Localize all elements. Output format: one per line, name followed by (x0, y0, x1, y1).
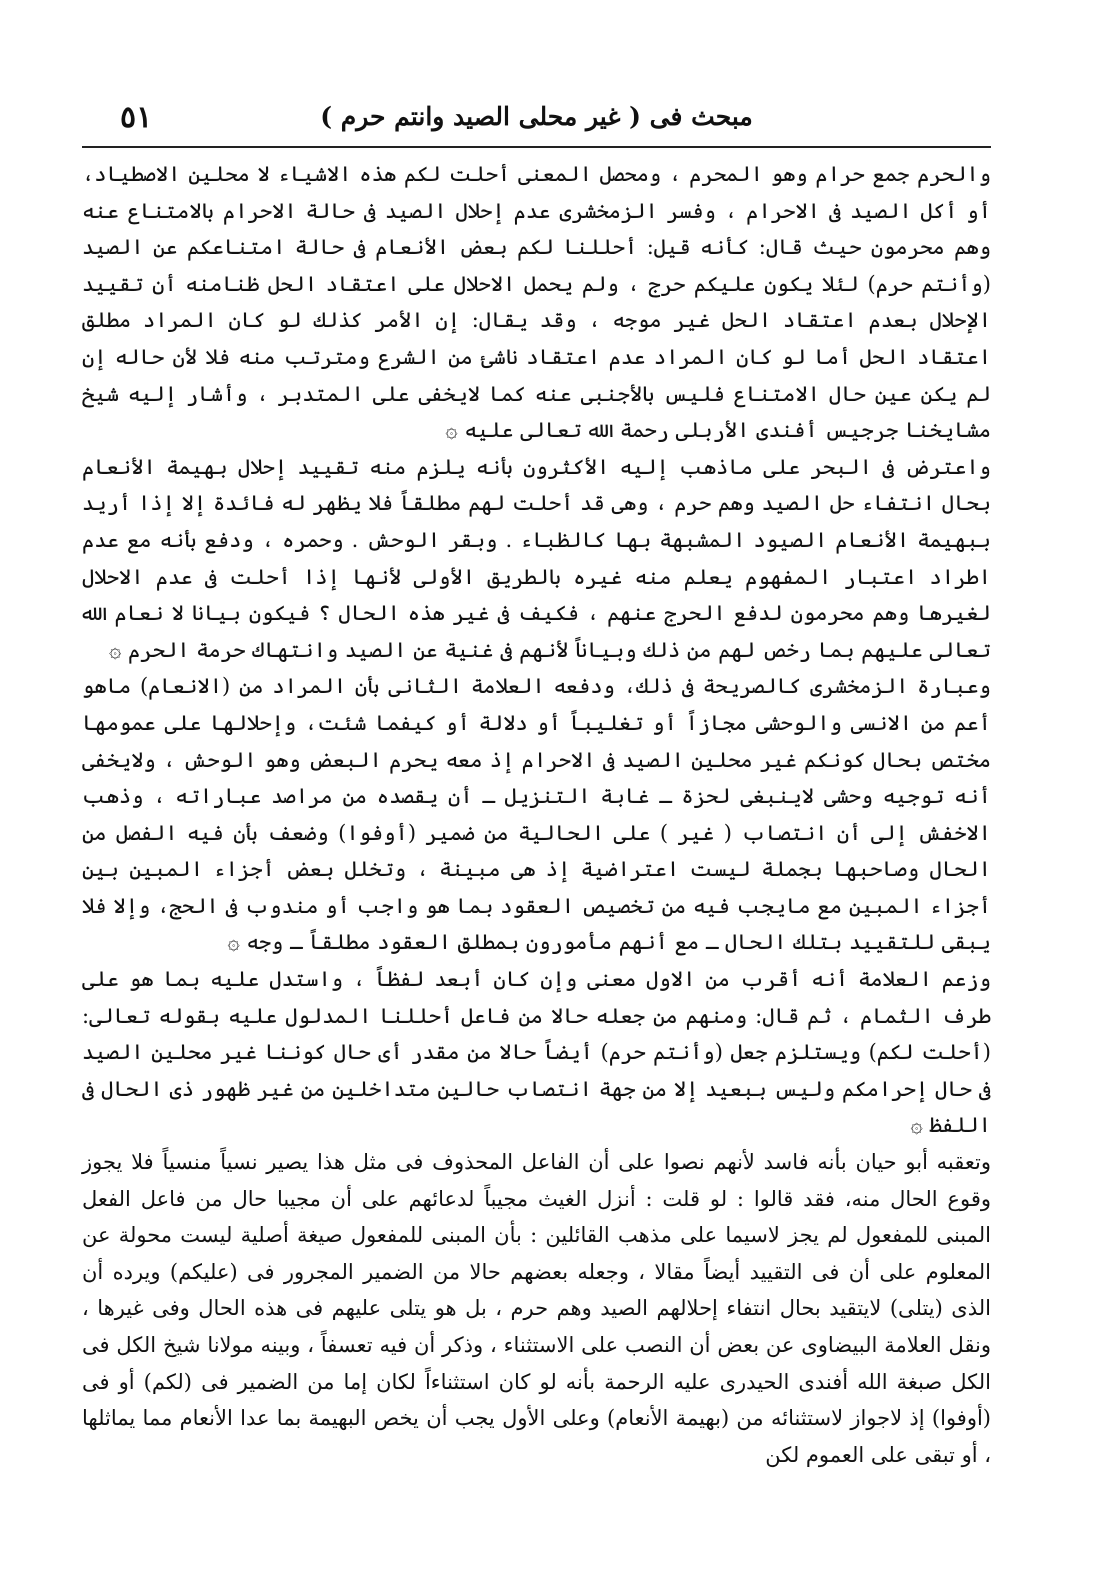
body-text (82, 156, 991, 1473)
paragraph-3: وعبارة الزمخشرى كالصريحة فى ذلك، ودفعه العلامة الثانى بأن المراد من (الانعام) ماهو أعم من الانسى والوحشى مجازاً أو تغليباً أو دلالة أو كيفما شئت، وإحلالها على عمومها مختص بحال كونكم غير محلين الصيد فى الاحرام إذ معه يحرم البعض وهو الوحش ، ولايخفى أنه توجيه وحشى لاينبغى لحزة ـ غابة التنزيل ـ أن يقصده من مراصد عباراته ، وذهب الاخفش إلى أن انتصاب ( غير ) على الحالية من ضمير (أوفوا) وضعف بأن فيه الفصل من الحال وصاحبها بجملة ليست اعتراضية إذ هى مبينة ، وتخلل بعض أجزاء المبين بين أجزاء المبين مع مايجب فيه من تخصيص العقود بما هو واجب أو مندوب فى الحج، وإلا فلا يبقى للتقييد بتلك الحال ـ مع أنهم مأمورون بمطلق العقود مطلقاً ـ وجه ۞ (82, 674, 991, 955)
paragraph-1: والحرم جمع حرام وهو المحرم ، ومحصل المعنى أحلت لكم هذه الاشياء لا محلين الاصطياد، أو أكل الصيد فى الاحرام ، وفسر الزمخشرى عدم إحلال الصيد فى حالة الاحرام بالامتناع عنه وهم محرمون حيث قال: كأنه قيل: أحللنا لكم بعض الأنعام فى حالة امتناعكم عن الصيد (وأنتم حرم) لئلا يكون عليكم حرج ، ولم يحمل الاحلال على اعتقاد الحل ظنامنه أن تقييد الإحلال بعدم اعتقاد الحل غير موجه ، وقد يقال: إن الأمر كذلك لو كان المراد مطلق اعتقاد الحل أما لو كان المراد عدم اعتقاد ناشئ من الشرع ومترتب منه فلا لأن حاله إن لم يكن عين حال الامتناع فليس بالأجنبى عنه كما لايخفى على المتدبر ، وأشار إليه شيخ مشايخنا جرجيس أفندى الأربلى رحمة الله تعالى عليه ۞ (82, 162, 991, 443)
header-rule (82, 146, 991, 148)
running-title: مبحث فى ( غير محلى الصيد وانتم حرم ) (320, 102, 753, 131)
page-number: ٥١ (120, 100, 153, 135)
page-header (82, 92, 991, 146)
paragraph-5: وتعقبه أبو حيان بأنه فاسد لأنهم نصوا على أن الفاعل المحذوف فى مثل هذا يصير نسياً منسياً فلا يجوز وقوع الحال منه، فقد قالوا : لو قلت : أنزل الغيث مجيباً لدعائهم على أن مجيبا حال من فاعل الفعل المبنى للمفعول لم يجز لاسيما على مذهب القائلين : بأن المبنى للمفعول صيغة أصلية ليست محولة عن المعلوم على أن فى التقييد أيضاً مقالا ، وجعله بعضهم حالا من الضمير المجرور فى (عليكم) ويرده أن الذى (يتلى) لايتقيد بحال انتفاء إحلالهم الصيد وهم حرم ، بل هو يتلى عليهم فى هذه الحال وفى غيرها ، ونقل العلامة البيضاوى عن بعض أن النصب على الاستثناء ، وذكر أن فيه تعسفاً ، وبينه مولانا شيخ الكل فى الكل صبغة الله أفندى الحيدرى عليه الرحمة بأنه لو كان استثناءاً لكان إما من الضمير فى (لكم) أو فى (أوفوا) إذ لاجواز لاستثنائه من (بهيمة الأنعام) وعلى الأول يجب أن يخص البهيمة بما عدا الأنعام مما يماثلها ، أو تبقى على العموم لكن (82, 1150, 991, 1467)
paragraph-4: وزعم العلامة أنه أقرب من الاول معنى وإن كان أبعد لفظاً ، واستدل عليه بما هو على طرف الثمام ، ثم قال: ومنهم من جعله حالا من فاعل أحللنا المدلول عليه بقوله تعالى: (أحلت لكم) ويستلزم جعل (وأنتم حرم) أيضاً حالا من مقدر أى حال كوننا غير محلين الصيد فى حال إحرامكم وليس ببعيد إلا من جهة انتصاب حالين متداخلين من غير ظهور ذى الحال فى اللفظ ۞ (82, 967, 991, 1138)
paragraph-2: واعترض فى البحر على ماذهب إليه الأكثرون بأنه يلزم منه تقييد إحلال بهيمة الأنعام بحال انتفاء حل الصيد وهم حرم ، وهى قد أحلت لهم مطلقاً فلا يظهر له فائدة إلا إذا أريد ببهيمة الأنعام الصيود المشبهة بها كالظباء . وبقر الوحش . وحمره ، ودفع بأنه مع عدم اطراد اعتبار المفهوم يعلم منه غيره بالطريق الأولى لأنها إذا أحلت فى عدم الاحلال لغيرها وهم محرمون لدفع الحرج عنهم ، فكيف فى غير هذه الحال ؟ فيكون بيانا لا نعام الله تعالى عليهم بما رخص لهم من ذلك وبياناً لأنهم فى غنية عن الصيد وانتهاك حرمة الحرم ۞ (82, 454, 991, 662)
